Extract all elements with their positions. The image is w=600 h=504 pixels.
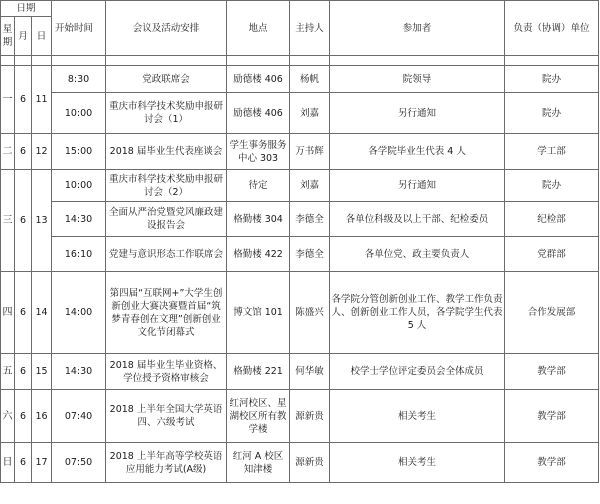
table-row bbox=[1, 237, 599, 272]
host-cell: 万书辉 bbox=[290, 134, 330, 170]
time-cell: 8:30 bbox=[52, 66, 106, 93]
time-cell: 14:30 bbox=[52, 354, 106, 390]
unit-cell: 院办 bbox=[505, 170, 599, 202]
header-date: 日期 bbox=[1, 1, 52, 17]
location-cell: 红河 A 校区知津楼 bbox=[227, 443, 290, 483]
header-participants: 参加者 bbox=[330, 1, 505, 56]
table-row bbox=[1, 354, 599, 390]
table-row bbox=[1, 272, 599, 354]
host-cell: 源新贵 bbox=[290, 390, 330, 443]
table-row bbox=[1, 443, 599, 483]
host-cell: 李德全 bbox=[290, 237, 330, 272]
month-cell: 6 bbox=[15, 272, 32, 354]
host-cell: 刘嘉 bbox=[290, 170, 330, 202]
header-host: 主持人 bbox=[290, 1, 330, 56]
day-cell: 14 bbox=[32, 272, 52, 354]
location-cell: 待定 bbox=[227, 170, 290, 202]
time-cell: 10:00 bbox=[52, 93, 106, 134]
header-unit: 负责（协调）单位 bbox=[505, 1, 599, 56]
weekday-cell: 四 bbox=[1, 272, 15, 354]
weekday-cell: 六 bbox=[1, 390, 15, 443]
table-row bbox=[1, 390, 599, 443]
participants-cell: 相关考生 bbox=[330, 443, 505, 483]
location-cell: 励德楼 406 bbox=[227, 66, 290, 93]
unit-cell: 教学部 bbox=[505, 390, 599, 443]
weekday-cell: 五 bbox=[1, 354, 15, 390]
participants-cell: 另行通知 bbox=[330, 170, 505, 202]
unit-cell: 党群部 bbox=[505, 237, 599, 272]
participants-cell: 院领导 bbox=[330, 66, 505, 93]
unit-cell: 合作发展部 bbox=[505, 272, 599, 354]
location-cell: 博文馆 101 bbox=[227, 272, 290, 354]
participants-cell: 各单位科级及以上干部、纪检委员 bbox=[330, 202, 505, 237]
location-cell: 学生事务服务中心 303 bbox=[227, 134, 290, 170]
day-cell: 17 bbox=[32, 443, 52, 483]
event-cell: 党政联席会 bbox=[106, 66, 227, 93]
event-cell: 党建与意识形态工作联席会 bbox=[106, 237, 227, 272]
participants-cell: 各单位党、政主要负责人 bbox=[330, 237, 505, 272]
location-cell: 格勤楼 221 bbox=[227, 354, 290, 390]
day-cell: 13 bbox=[32, 170, 52, 272]
event-cell: 2018 届毕业生代表座谈会 bbox=[106, 134, 227, 170]
table-row bbox=[1, 66, 599, 93]
unit-cell: 院办 bbox=[505, 93, 599, 134]
table-row bbox=[1, 134, 599, 170]
unit-cell: 学工部 bbox=[505, 134, 599, 170]
day-cell: 11 bbox=[32, 66, 52, 134]
weekday-cell: 一 bbox=[1, 66, 15, 134]
participants-cell: 各学院毕业生代表 4 人 bbox=[330, 134, 505, 170]
day-cell: 12 bbox=[32, 134, 52, 170]
month-cell: 6 bbox=[15, 354, 32, 390]
time-cell: 16:10 bbox=[52, 237, 106, 272]
host-cell: 何华敏 bbox=[290, 354, 330, 390]
time-cell: 15:00 bbox=[52, 134, 106, 170]
event-cell: 重庆市科学技术奖励申报研讨会（2） bbox=[106, 170, 227, 202]
time-cell: 10:00 bbox=[52, 170, 106, 202]
header-event: 会议及活动安排 bbox=[106, 1, 227, 56]
unit-cell: 纪检部 bbox=[505, 202, 599, 237]
header-start-time: 开始时间 bbox=[52, 1, 106, 56]
day-cell: 15 bbox=[32, 354, 52, 390]
host-cell: 刘嘉 bbox=[290, 93, 330, 134]
participants-cell: 另行通知 bbox=[330, 93, 505, 134]
event-cell: 全面从严治党暨党风廉政建设报告会 bbox=[106, 202, 227, 237]
month-cell: 6 bbox=[15, 443, 32, 483]
host-cell: 陈盛兴 bbox=[290, 272, 330, 354]
weekday-cell: 二 bbox=[1, 134, 15, 170]
month-cell: 6 bbox=[15, 134, 32, 170]
event-cell: 2018 届毕业生毕业资格、学位授予资格审核会 bbox=[106, 354, 227, 390]
unit-cell: 院办 bbox=[505, 66, 599, 93]
time-cell: 14:00 bbox=[52, 272, 106, 354]
location-cell: 红河校区、星湖校区所有教学楼 bbox=[227, 390, 290, 443]
host-cell: 源新贵 bbox=[290, 443, 330, 483]
header-day: 日 bbox=[32, 17, 52, 56]
header-month: 月 bbox=[15, 17, 32, 56]
event-cell: 重庆市科学技术奖励申报研讨会（1） bbox=[106, 93, 227, 134]
month-cell: 6 bbox=[15, 66, 32, 134]
host-cell: 李德全 bbox=[290, 202, 330, 237]
unit-cell: 教学部 bbox=[505, 354, 599, 390]
weekday-cell: 日 bbox=[1, 443, 15, 483]
weekday-cell: 三 bbox=[1, 170, 15, 272]
time-cell: 07:40 bbox=[52, 390, 106, 443]
spacer-row bbox=[1, 56, 599, 66]
header-location: 地点 bbox=[227, 1, 290, 56]
location-cell: 格勤楼 422 bbox=[227, 237, 290, 272]
header-row-top bbox=[1, 1, 599, 17]
table-row bbox=[1, 93, 599, 134]
participants-cell: 各学院分管创新创业工作、教学工作负责人、创新创业工作人员，各学院学生代表 5 人 bbox=[330, 272, 505, 354]
unit-cell: 教学部 bbox=[505, 443, 599, 483]
header-weekday: 星期 bbox=[1, 17, 15, 56]
event-cell: 2018 上半年高等学校英语应用能力考试(A级) bbox=[106, 443, 227, 483]
month-cell: 6 bbox=[15, 170, 32, 272]
participants-cell: 相关考生 bbox=[330, 390, 505, 443]
month-cell: 6 bbox=[15, 390, 32, 443]
table-row bbox=[1, 170, 599, 202]
time-cell: 07:50 bbox=[52, 443, 106, 483]
time-cell: 14:30 bbox=[52, 202, 106, 237]
event-cell: 第四届“互联网+”大学生创新创业大赛决赛暨首届“筑梦青春创在文理”创新创业文化节闭幕式 bbox=[106, 272, 227, 354]
location-cell: 格勤楼 304 bbox=[227, 202, 290, 237]
event-cell: 2018 上半年全国大学英语 四、六级考试 bbox=[106, 390, 227, 443]
location-cell: 励德楼 406 bbox=[227, 93, 290, 134]
participants-cell: 校学士学位评定委员会全体成员 bbox=[330, 354, 505, 390]
host-cell: 杨帆 bbox=[290, 66, 330, 93]
table-row bbox=[1, 202, 599, 237]
day-cell: 16 bbox=[32, 390, 52, 443]
